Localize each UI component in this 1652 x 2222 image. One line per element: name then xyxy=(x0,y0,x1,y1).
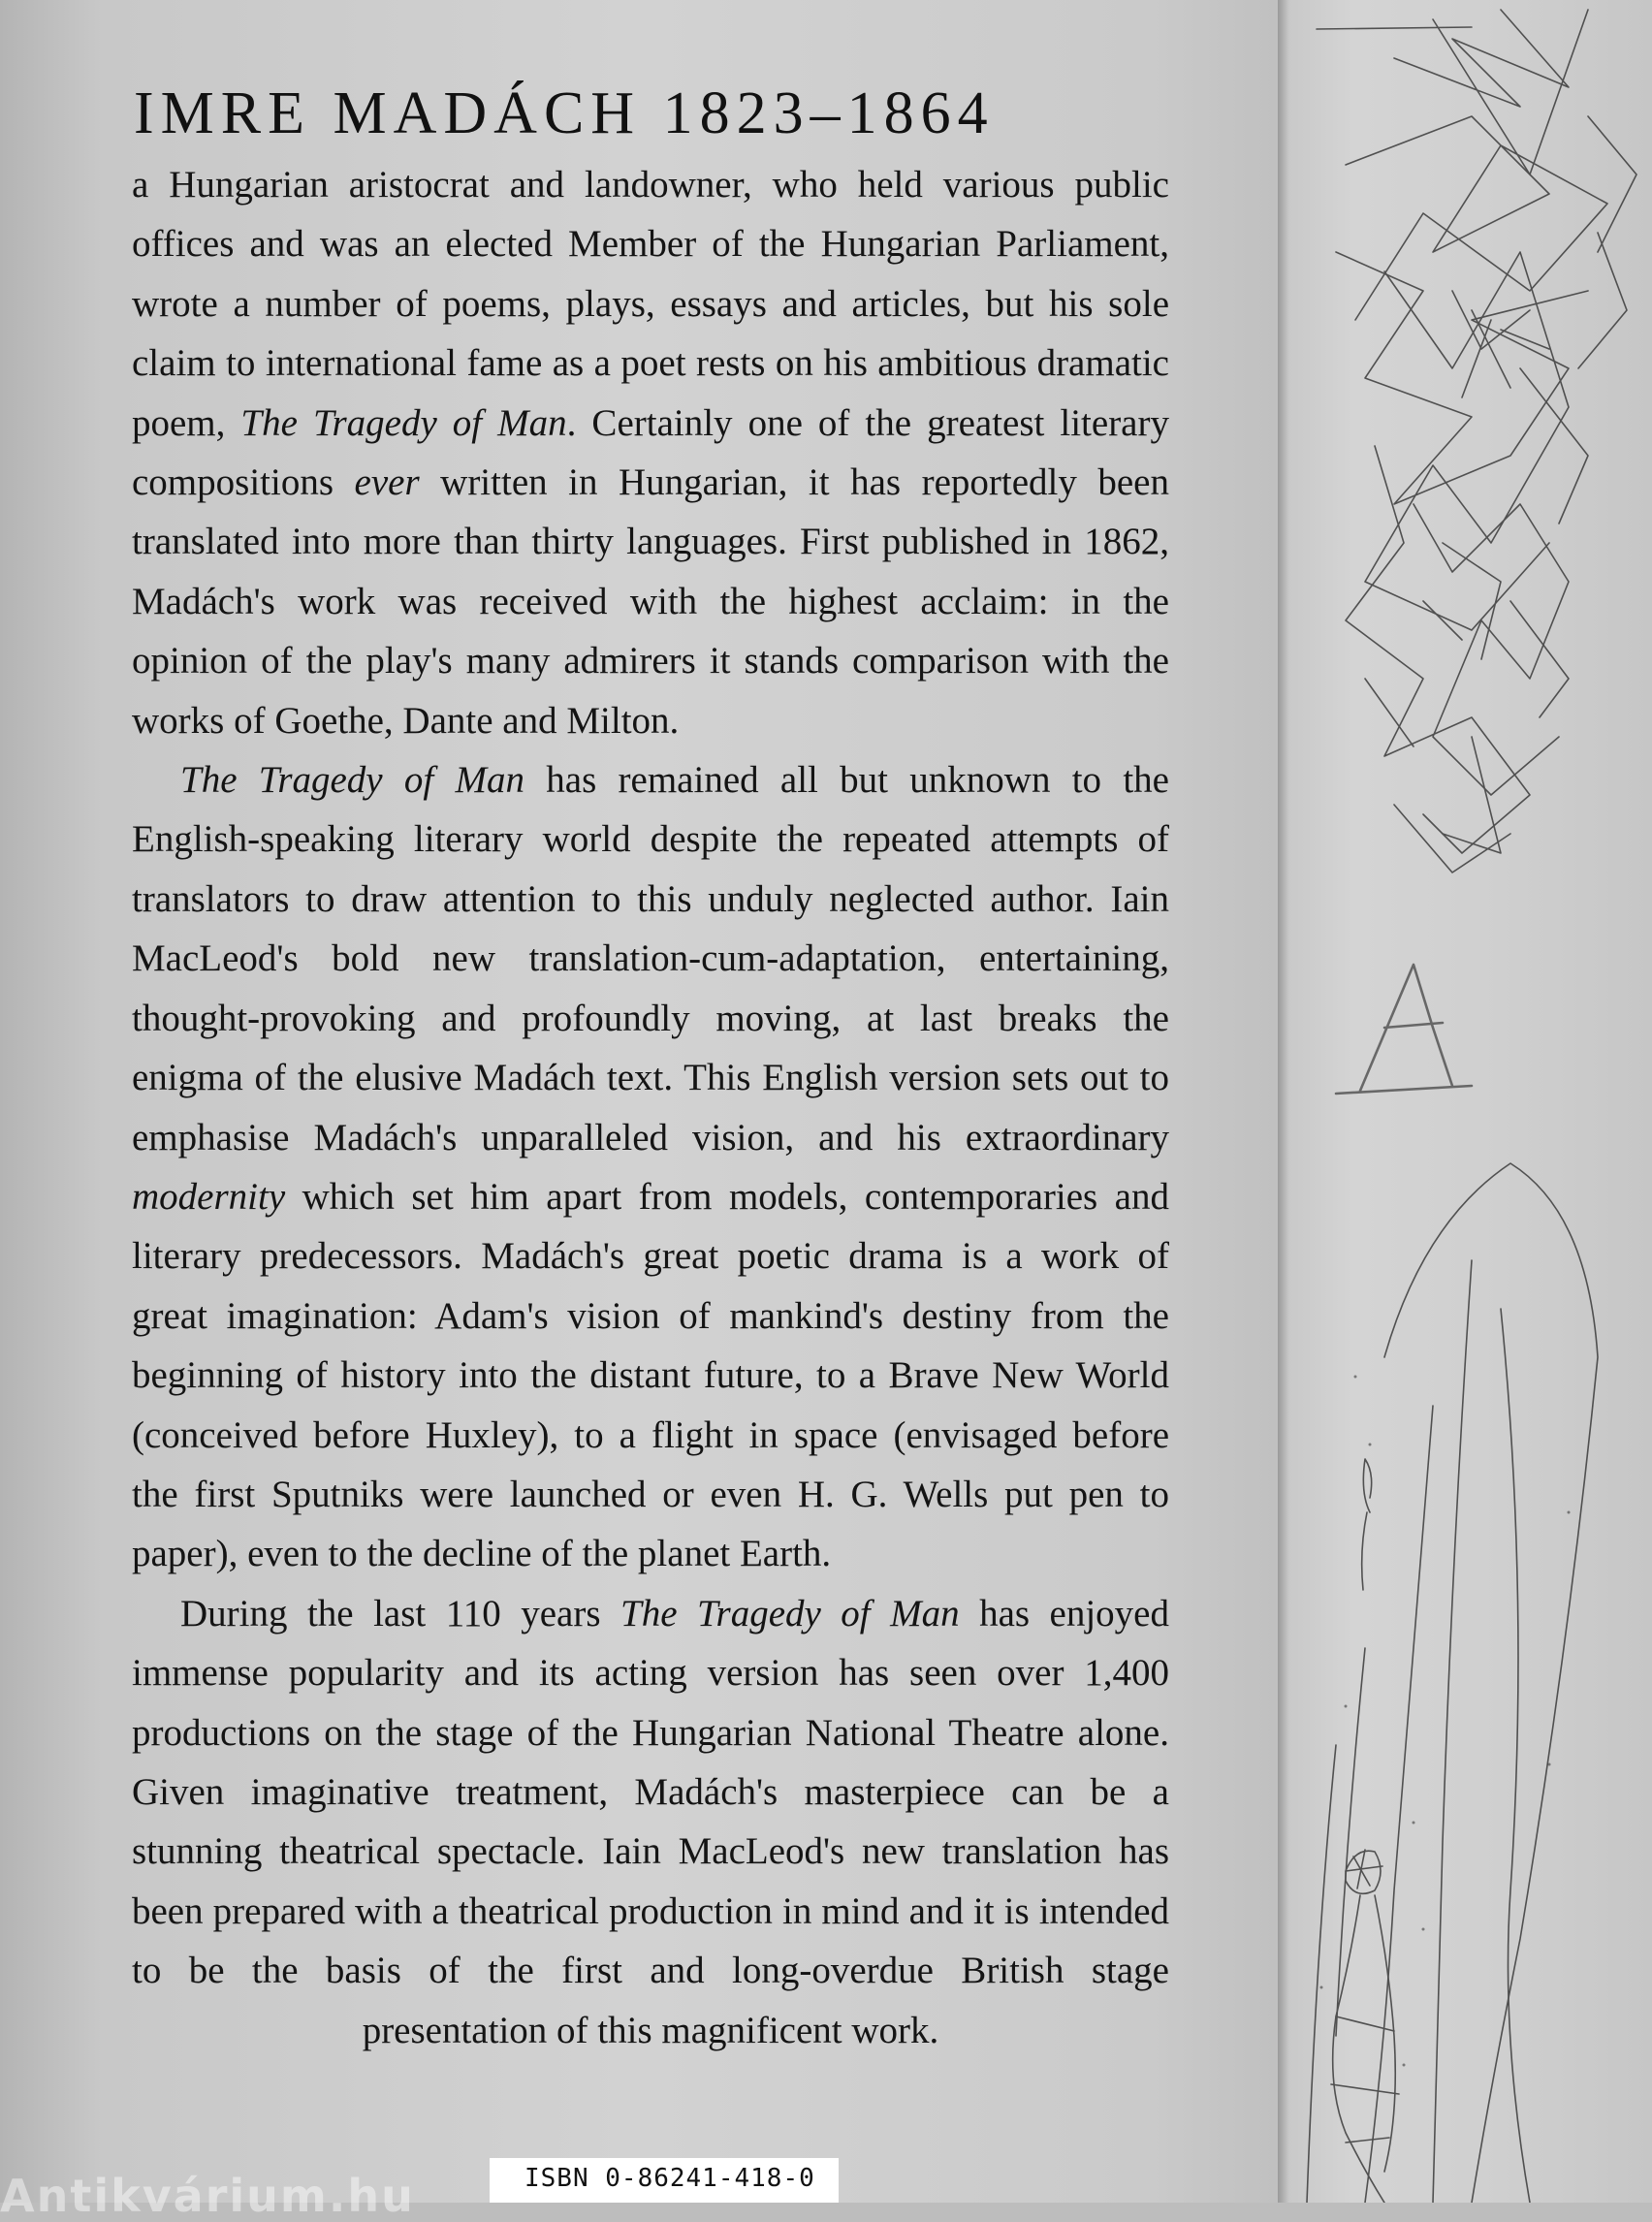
isbn-label-box xyxy=(490,2158,839,2203)
italic-text-run: ever xyxy=(354,461,420,504)
blurb-body xyxy=(132,155,1169,2060)
italic-text-run: The Tragedy of Man xyxy=(240,401,567,444)
text-run: has enjoyed immense popularity and its acting version has seen over 1,400 productions on the stage of the Hungarian National Theatre alone. Given imaginative treatment, Madách's masterpiece can be a stunning theatrical spectacle. Iain MacLeod's new translation has been prepared with a theatrical production in mind and it is intended to be the basis of the first and long-overdue British stage presentation of this magnificent work. xyxy=(132,1592,1169,2051)
watermark-text: Antikvárium.hu xyxy=(0,2170,415,2222)
italic-text-run: The Tragedy of Man xyxy=(620,1592,960,1635)
italic-text-run: The Tragedy of Man xyxy=(180,759,524,802)
isbn-number: ISBN 0-86241-418-0 xyxy=(524,2164,815,2193)
text-run: During the last 110 years xyxy=(180,1592,620,1635)
blurb-paragraph-1 xyxy=(132,155,1169,750)
text-run: . Certainly one of the greatest literary compositions xyxy=(132,401,1169,504)
line-drawing-illustration xyxy=(1278,0,1652,2203)
illustration-panel xyxy=(1278,0,1652,2203)
author-heading: IMRE MADÁCH 1823–1864 xyxy=(134,80,995,146)
text-run: which set him apart from models, contemporaries and literary predecessors. Madách's great poetic drama is a work of great imagination: Adam's vision of mankind's destiny from the beginning of history into the distant future, to a Brave New World (conceived before Huxley), to a flight in space (envisaged before the first Sputniks were launched or even H. G. Wells put pen to paper), even to the decline of the planet Earth. xyxy=(132,1175,1169,1575)
italic-text-run: modernity xyxy=(132,1175,286,1218)
text-run: has remained all but unknown to the English-speaking literary world despite the repeated attempts of translators to draw attention to this unduly neglected author. Iain MacLeod's bold new translation-cum-adaptation, entertaining, thought-provoking and profoundly moving, at last breaks the enigma of the elusive Madách text. This English version sets out to emphasise Madách's unparalleled vision, and his extraordinary xyxy=(132,759,1169,1159)
text-run: written in Hungarian, it has reportedly been translated into more than thirty languages. First published in 1862, Madách's work was received with the highest acclaim: in the opinion of the play's many admirers it stands comparison with the works of Goethe, Dante and Milton. xyxy=(132,461,1169,742)
text-run: a Hungarian aristocrat and landowner, who held various public offices and was an elected Member of the Hungarian Parliament, wrote a number of poems, plays, essays and articles, but his sole claim to international fame as a poet rests on his ambitious dramatic poem, xyxy=(132,164,1169,444)
blurb-paragraph-3 xyxy=(132,1584,1169,2060)
blurb-paragraph-2 xyxy=(132,750,1169,1584)
